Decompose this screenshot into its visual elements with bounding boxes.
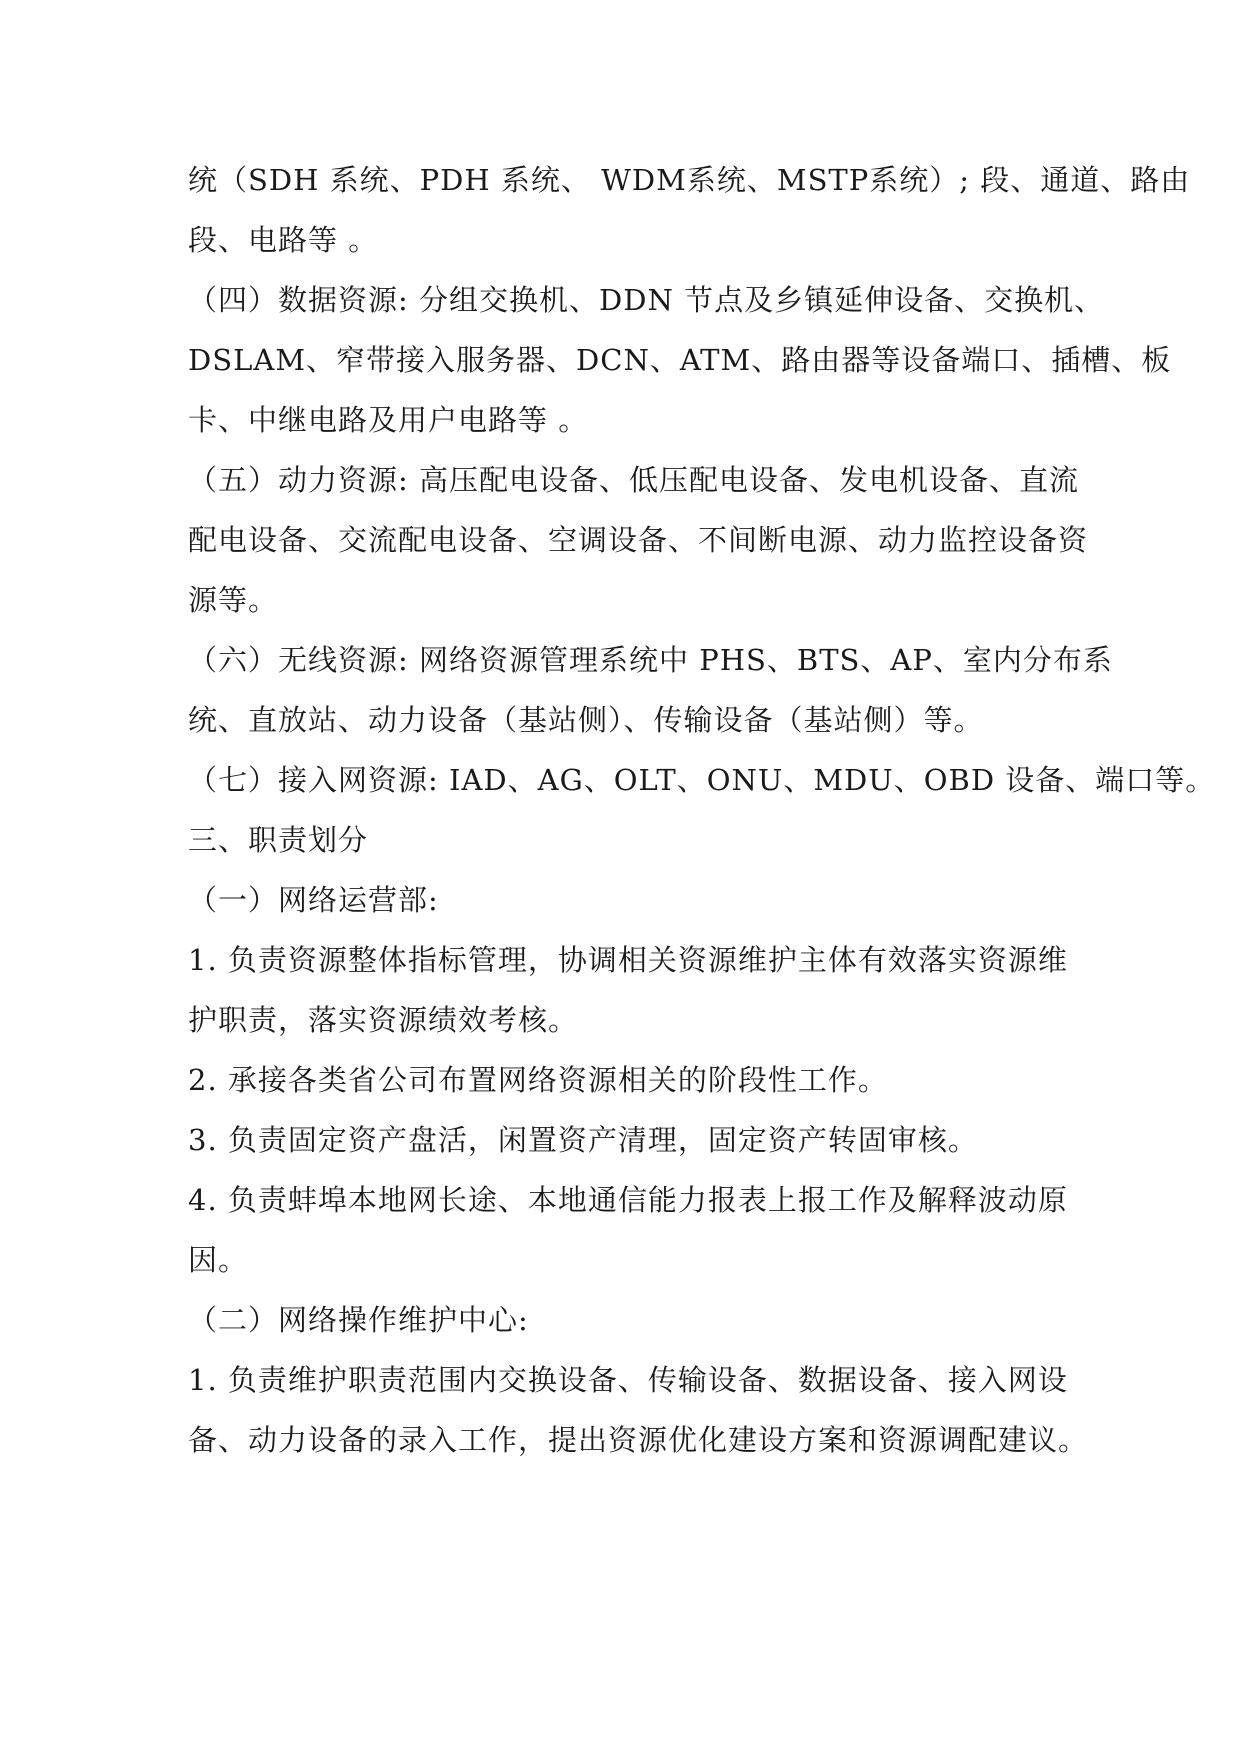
text-line: 配电设备、交流配电设备、空调设备、不间断电源、动力监控设备资 (188, 523, 1089, 557)
text-line: 1. 负责资源整体指标管理，协调相关资源维护主体有效落实资源维 (188, 943, 1068, 977)
text-line: 3. 负责固定资产盘活，闲置资产清理，固定资产转固审核。 (188, 1123, 978, 1157)
text-line: 源等。 (188, 583, 279, 617)
text-line: （六）无线资源: 网络资源管理系统中 PHS、BTS、AP、室内分布系 (188, 643, 1113, 677)
text-line: 卡、中继电路及用户电路等 。 (188, 403, 589, 437)
text-line: （二）网络操作维护中心: (188, 1303, 529, 1337)
document-body (188, 150, 1216, 1470)
text-line: 三、职责划分 (188, 823, 369, 857)
text-line: 段、电路等 。 (188, 223, 379, 257)
text-line: （一）网络运营部: (188, 883, 439, 917)
text-line: （四）数据资源: 分组交换机、DDN 节点及乡镇延伸设备、交换机、 (188, 283, 1105, 317)
text-line: （五）动力资源: 高压配电设备、低压配电设备、发电机设备、直流 (188, 463, 1079, 497)
text-line: 统、直放站、动力设备（基站侧）、传输设备（基站侧）等。 (188, 703, 984, 737)
text-line: DSLAM、窄带接入服务器、DCN、ATM、路由器等设备端口、插槽、板 (188, 343, 1172, 377)
text-line: 护职责，落实资源绩效考核。 (188, 1003, 579, 1037)
text-line: 1. 负责维护职责范围内交换设备、传输设备、数据设备、接入网设 (188, 1363, 1068, 1397)
text-line: 2. 承接各类省公司布置网络资源相关的阶段性工作。 (188, 1063, 888, 1097)
text-line: 4. 负责蚌埠本地网长途、本地通信能力报表上报工作及解释波动原 (188, 1183, 1068, 1217)
text-line: （七）接入网资源: IAD、AG、OLT、ONU、MDU、OBD 设备、端口等。 (188, 763, 1216, 797)
text-line: 统（SDH 系统、PDH 系统、 WDM系统、MSTP系统）; 段、通道、路由 (188, 163, 1191, 197)
text-line: 备、动力设备的录入工作，提出资源优化建设方案和资源调配建议。 (188, 1423, 1089, 1457)
text-line: 因。 (188, 1243, 249, 1277)
